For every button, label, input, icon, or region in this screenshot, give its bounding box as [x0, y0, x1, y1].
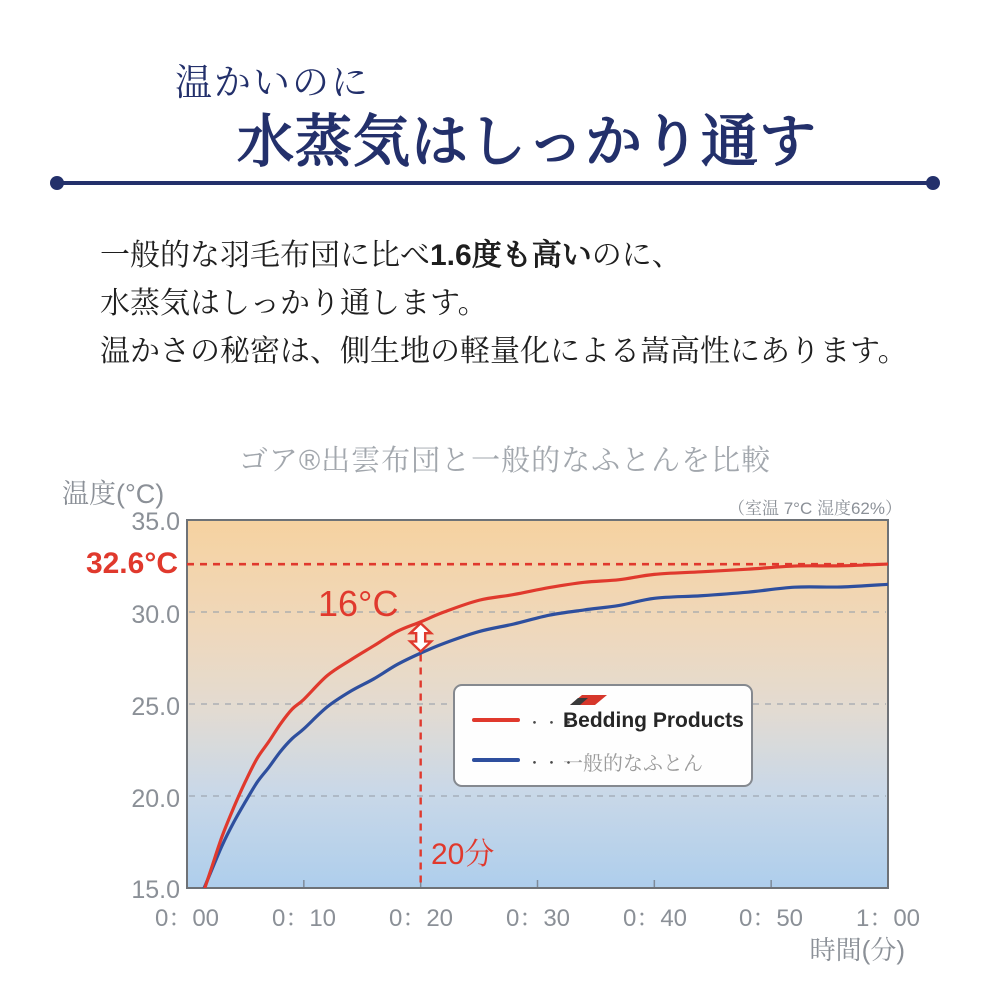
- x-tick-label: 0：10: [271, 905, 337, 932]
- brand-logo-icon: [567, 692, 609, 707]
- paragraph-line-2: 水蒸気はしっかり通します。: [100, 287, 488, 320]
- paragraph-line-1: 一般的な羽毛布団に比べ1.6度も高いのに、: [100, 239, 682, 272]
- x-tick-label: 0：00: [154, 905, 220, 932]
- final-temp-annotation: 32.6°C: [85, 547, 178, 580]
- condition-note: （室温 7°C 湿度62%）: [727, 499, 902, 518]
- y-tick-label: 20.0: [131, 785, 180, 813]
- temp-difference-annotation: 16°C: [318, 583, 399, 624]
- x-tick-label: 0：30: [505, 905, 571, 932]
- x-tick-label: 0：50: [738, 905, 804, 932]
- x-tick-label: 0：20: [388, 905, 454, 932]
- y-tick-label: 35.0: [131, 508, 180, 536]
- y-tick-label: 25.0: [131, 693, 180, 721]
- chart-legend: [453, 684, 753, 787]
- x-tick-label: 1：00: [855, 905, 921, 932]
- legend-series2-dots: ・・・: [527, 755, 579, 772]
- header-subtitle: 温かいのに: [175, 62, 370, 103]
- highlight-1-6-degrees: 1.6度も高い: [430, 239, 592, 272]
- legend-series1-label: Bedding Products: [563, 709, 744, 732]
- legend-series2-line: [472, 758, 520, 762]
- minute-annotation: 20分: [431, 838, 495, 871]
- x-axis-title: 時間(分): [809, 935, 905, 965]
- y-tick-label: 30.0: [131, 601, 180, 629]
- legend-series1-line: [472, 718, 520, 722]
- chart-title: ゴア®出雲布団と一般的なふとんを比較: [238, 445, 772, 477]
- legend-series2-label: 一般的なふとん: [563, 753, 703, 775]
- y-axis-title: 温度(°C): [62, 479, 165, 509]
- page-title: 水蒸気はしっかり通す: [237, 110, 817, 174]
- x-tick-label: 0：40: [622, 905, 688, 932]
- legend-series1-dots: ・・・: [527, 715, 579, 732]
- paragraph-line-3: 温かさの秘密は、側生地の軽量化による嵩高性にあります。: [100, 335, 908, 368]
- y-tick-label: 15.0: [131, 876, 180, 904]
